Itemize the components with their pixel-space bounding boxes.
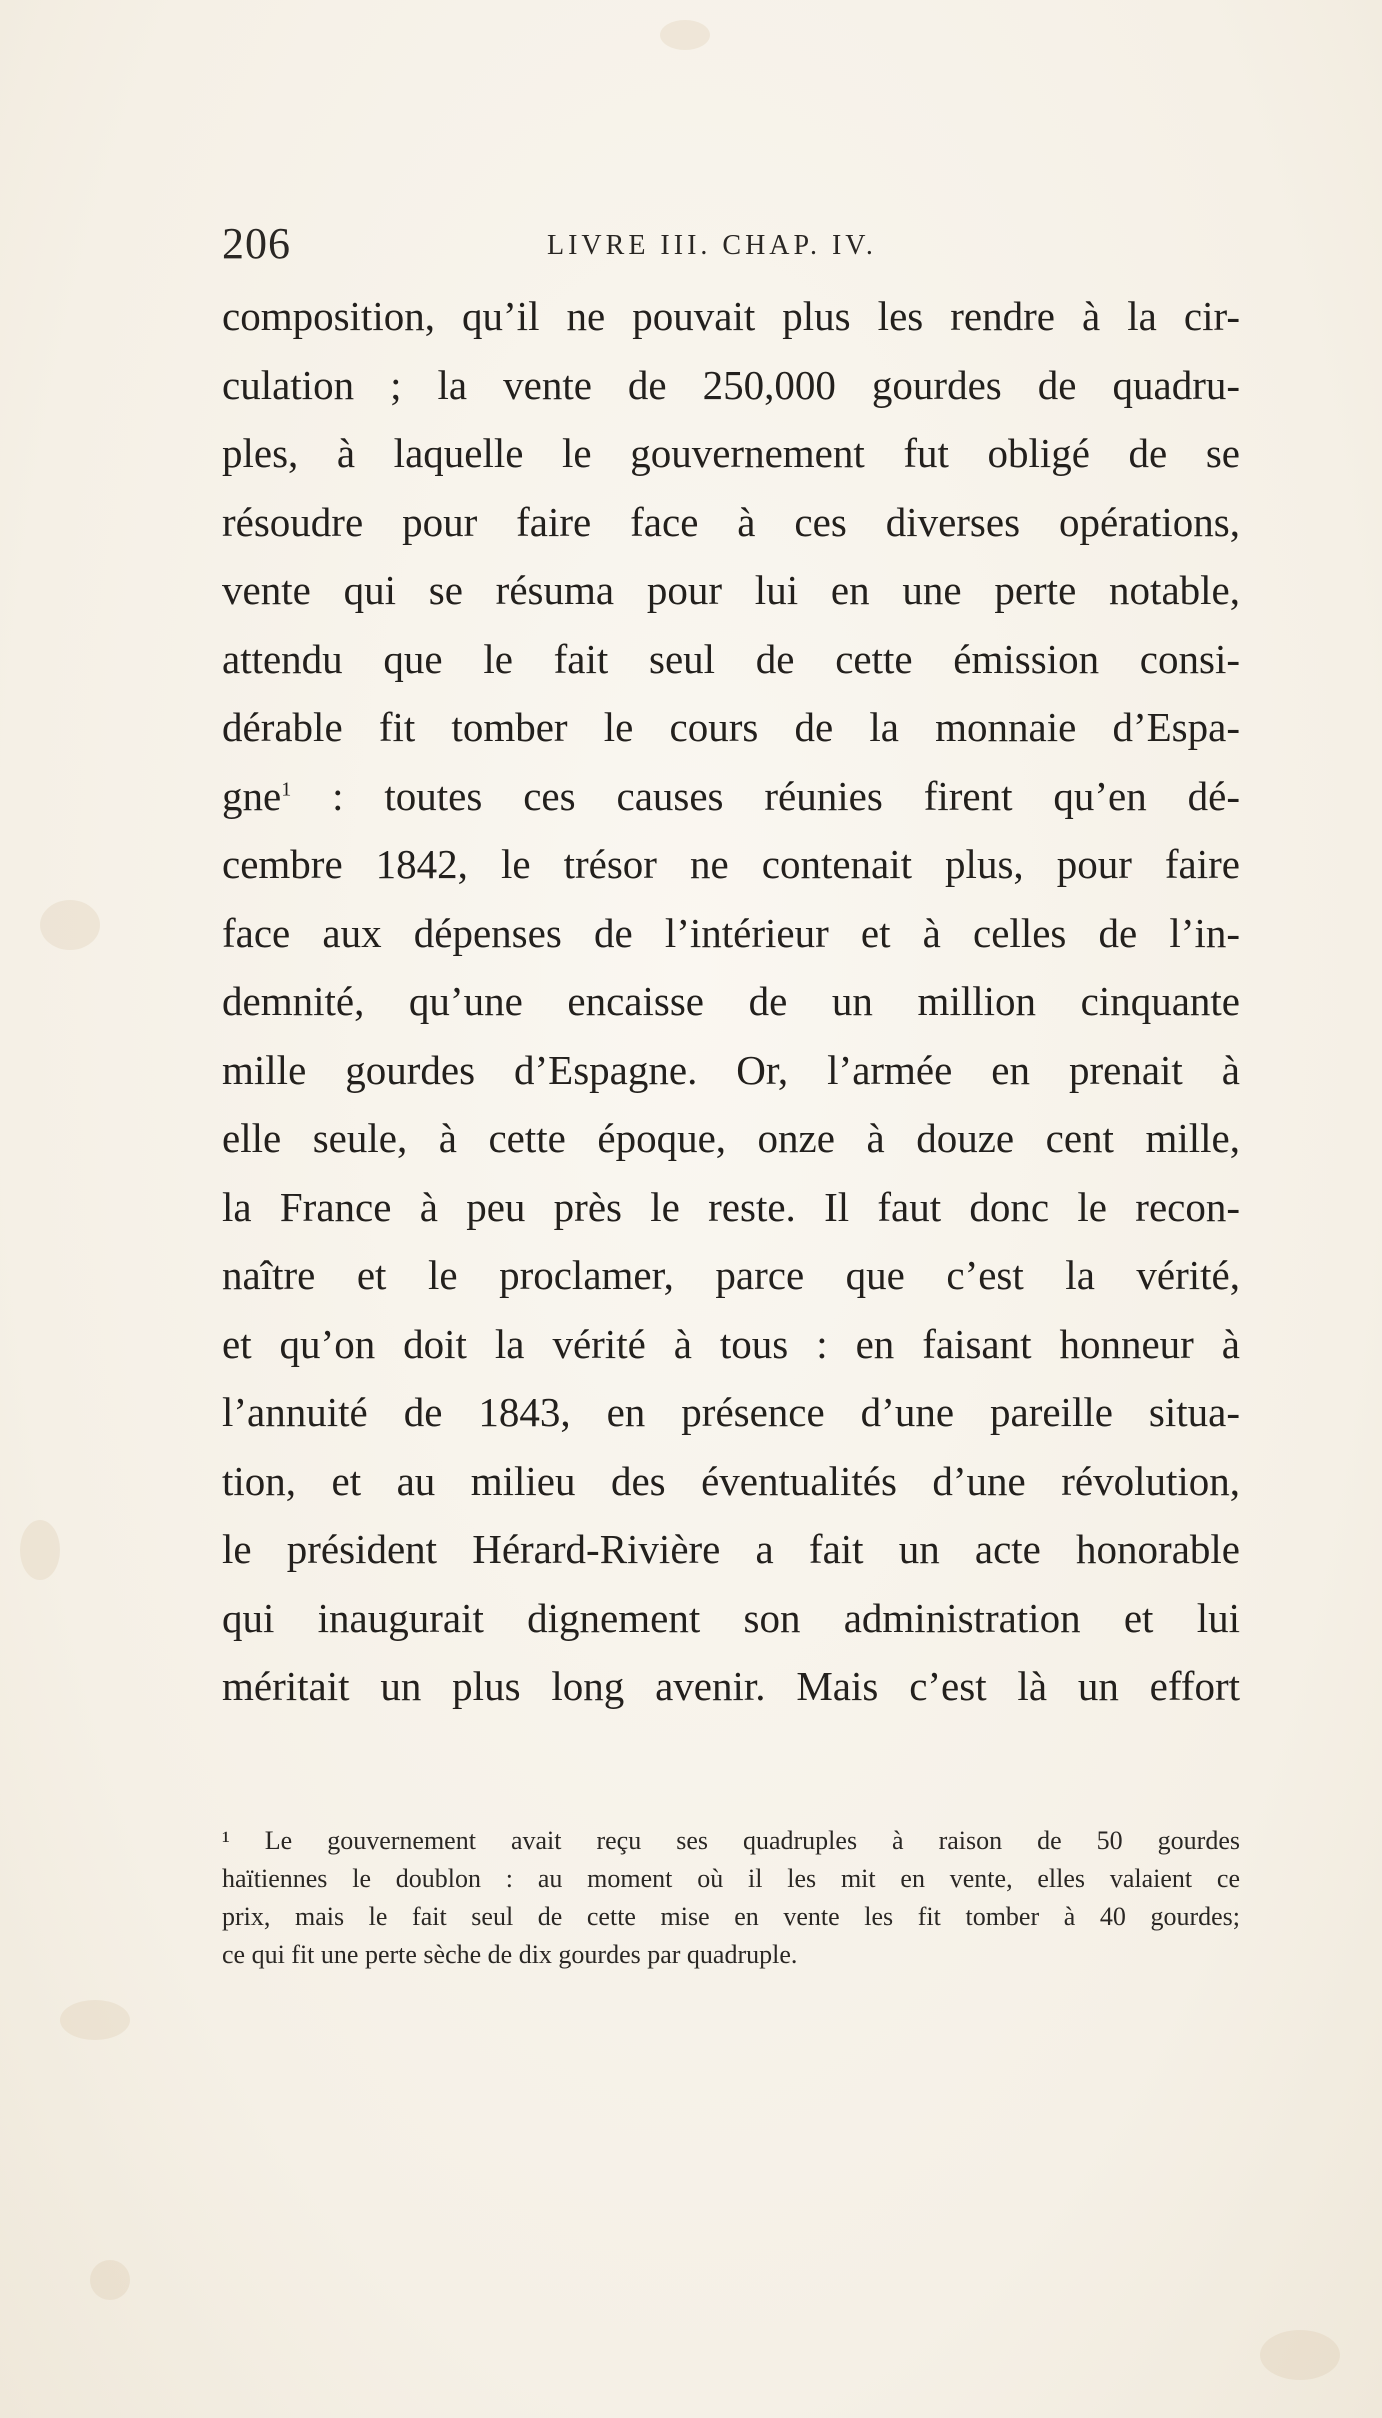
text-line: demnité, qu’une encaisse de un million cinquante: [222, 978, 1240, 1024]
paper-stain: [20, 1520, 60, 1580]
text-line: qui inaugurait dignement son administration et lui: [222, 1594, 1240, 1641]
running-head: LIVRE III. CHAP. IV.: [547, 230, 877, 261]
text-line: la France à peu près le reste. Il faut donc le recon-: [222, 1183, 1240, 1230]
text-line: méritait un plus long avenir. Mais c’est là un effort: [222, 1663, 1240, 1709]
page-number: 206: [222, 219, 291, 268]
line-start: gne: [222, 772, 282, 819]
text-line: elle seule, à cette époque, onze à douze cent mille,: [222, 1115, 1240, 1161]
text-line-with-footnote-ref: [222, 762, 1240, 831]
text-line: et qu’on doit la vérité à tous : en faisant honneur à: [222, 1320, 1240, 1367]
paper-stain: [90, 2260, 130, 2300]
text-line: naître et le proclamer, parce que c’est la vérité,: [222, 1252, 1240, 1298]
footnote-line: [222, 1822, 1240, 1860]
text-line: l’annuité de 1843, en présence d’une pareille situa-: [222, 1389, 1240, 1435]
text-line: tion, et au milieu des éventualités d’une révolution,: [222, 1457, 1240, 1504]
text-line: culation ; la vente de 250,000 gourdes de quadru-: [222, 361, 1240, 408]
text-line: composition, qu’il ne pouvait plus les rendre à la cir-: [222, 293, 1240, 339]
text-line: vente qui se résuma pour lui en une perte notable,: [222, 567, 1240, 613]
line-rest: : toutes ces causes réunies firent qu’en dé-: [291, 772, 1240, 819]
footnote-line: haïtiennes le doublon : au moment où il les mit en vente, elles valaient ce: [222, 1864, 1240, 1893]
running-header: [222, 218, 1242, 278]
footnote: [222, 1822, 1240, 1974]
text-line: résoudre pour faire face à ces diverses opérations,: [222, 498, 1240, 545]
footnote-line: ce qui fit une perte sèche de dix gourdes par quadruple.: [222, 1940, 798, 1969]
text-line: cembre 1842, le trésor ne contenait plus, pour faire: [222, 841, 1240, 887]
footnote-line: prix, mais le fait seul de cette mise en vente les fit tomber à 40 gourdes;: [222, 1902, 1240, 1931]
text-line: le président Hérard-Rivière a fait un acte honorable: [222, 1526, 1240, 1572]
body-text: [222, 282, 1240, 1721]
footnote-text: Le gouvernement avait reçu ses quadruples à raison de 50 gourdes: [264, 1826, 1240, 1855]
paper-stain: [40, 900, 100, 950]
text-line: mille gourdes d’Espagne. Or, l’armée en prenait à: [222, 1046, 1240, 1093]
footnote-reference: 1: [281, 777, 292, 800]
paper-stain: [660, 20, 710, 50]
paper-stain: [60, 2000, 130, 2040]
text-line: face aux dépenses de l’intérieur et à celles de l’in-: [222, 909, 1240, 956]
text-line: attendu que le fait seul de cette émission consi-: [222, 635, 1240, 682]
text-line: ples, à laquelle le gouvernement fut obligé de se: [222, 430, 1240, 476]
paper-stain: [1260, 2330, 1340, 2380]
footnote-marker: ¹: [222, 1826, 230, 1855]
text-line: dérable fit tomber le cours de la monnaie d’Espa-: [222, 704, 1240, 750]
